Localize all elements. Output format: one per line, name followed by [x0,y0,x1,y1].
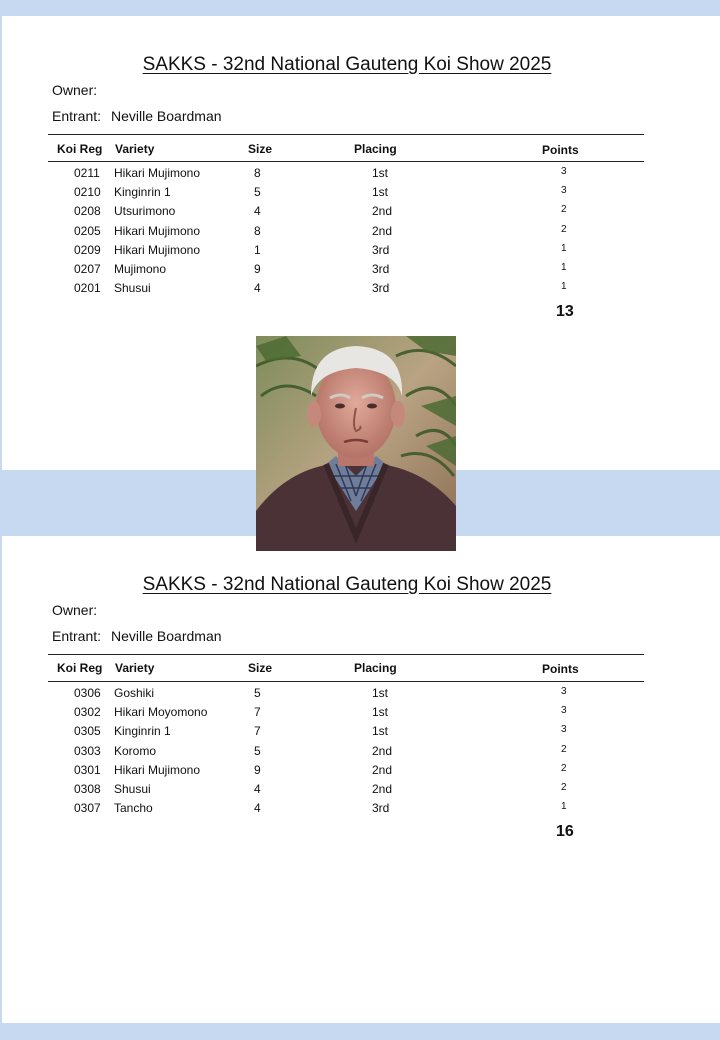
table-row [2,281,720,300]
variety-cell: Kinginrin 1 [114,185,171,200]
size-cell: 4 [254,281,261,296]
points-cell: 2 [561,204,567,216]
variety-cell: Hikari Mujimono [114,762,201,777]
owner-label: Owner: [52,82,98,98]
variety-cell: Shusui [114,281,151,296]
header-rule [48,681,644,682]
placing-cell: 1st [372,705,389,720]
size-cell: 1 [254,242,261,257]
header-size: Size [248,142,273,156]
entrant-name: Neville Boardman [111,108,222,124]
size-cell: 4 [254,801,261,816]
table-row [2,243,720,262]
points-cell: 3 [561,686,567,697]
header-size: Size [248,661,273,675]
koi-reg-cell: 0303 [74,743,101,758]
table-row [2,224,720,243]
table-row [2,705,720,724]
points-cell: 1 [561,242,567,254]
table-row [2,204,720,223]
variety-cell: Hikari Mujimono [114,223,201,238]
variety-cell: Hikari Moyomono [114,705,208,720]
table-top-rule [48,654,644,655]
placing-cell: 3rd [372,262,390,276]
variety-cell: Hikari Mujimono [114,166,201,180]
header-variety: Variety [115,661,155,675]
koi-reg-cell: 0305 [74,724,101,739]
header-koi-reg: Koi Reg [57,661,103,675]
koi-reg-cell: 0207 [74,262,101,276]
header-placing: Placing [354,661,397,675]
koi-reg-cell: 0306 [74,686,101,700]
points-cell: 3 [561,705,567,717]
koi-reg-cell: 0308 [74,782,101,796]
variety-cell: Shusui [114,782,151,796]
size-cell: 5 [254,743,261,758]
header-points: Points [542,143,579,157]
variety-cell: Tancho [114,801,153,816]
size-cell: 4 [254,204,261,219]
entrant-label: Entrant: [52,628,102,644]
koi-reg-cell: 0205 [74,223,101,238]
table-row [2,686,720,705]
table-row [2,185,720,204]
placing-cell: 2nd [372,782,393,796]
header-variety: Variety [115,142,155,156]
table-top-rule [48,134,644,135]
owner-label: Owner: [52,602,98,618]
size-cell: 7 [254,724,261,739]
points-cell: 1 [561,801,567,813]
header-placing: Placing [354,142,397,156]
points-total: 16 [556,823,574,840]
placing-cell: 2nd [372,743,393,758]
size-cell: 8 [254,166,261,180]
placing-cell: 2nd [372,204,393,219]
size-cell: 9 [254,762,261,777]
header-koi-reg: Koi Reg [57,142,103,156]
variety-cell: Koromo [114,743,157,758]
placing-cell: 1st [372,185,389,200]
sheet-title: SAKKS - 32nd National Gauteng Koi Show 2025 [142,54,552,75]
points-cell: 3 [561,166,567,177]
header-rule [48,161,644,162]
placing-cell: 2nd [372,223,393,238]
koi-reg-cell: 0210 [74,185,101,200]
placing-cell: 2nd [372,762,393,777]
variety-cell: Hikari Mujimono [114,242,201,257]
koi-reg-cell: 0209 [74,242,101,257]
koi-reg-cell: 0301 [74,762,101,777]
placing-cell: 1st [372,166,389,180]
variety-cell: Mujimono [114,262,167,276]
entrant-label: Entrant: [52,108,102,124]
table-row [2,262,720,281]
size-cell: 9 [254,262,261,276]
koi-reg-cell: 0211 [74,166,100,180]
points-cell: 2 [561,223,567,235]
size-cell: 5 [254,686,261,700]
points-cell: 2 [561,782,567,793]
placing-cell: 3rd [372,801,390,816]
placing-cell: 3rd [372,242,390,257]
variety-cell: Utsurimono [114,204,176,219]
points-total: 13 [556,303,574,320]
points-cell: 2 [561,762,567,774]
entrant-name: Neville Boardman [111,628,222,644]
points-cell: 1 [561,281,567,293]
size-cell: 7 [254,705,261,720]
placing-cell: 1st [372,686,389,700]
points-cell: 3 [561,185,567,197]
variety-cell: Kinginrin 1 [114,724,171,739]
points-cell: 3 [561,724,567,736]
koi-reg-cell: 0201 [74,281,101,296]
koi-reg-cell: 0302 [74,705,101,720]
size-cell: 8 [254,223,261,238]
placing-cell: 3rd [372,281,390,296]
points-cell: 1 [561,262,567,273]
header-points: Points [542,662,579,676]
koi-reg-cell: 0307 [74,801,101,816]
points-cell: 2 [561,743,567,755]
table-row [2,763,720,782]
table-row [2,744,720,763]
size-cell: 4 [254,782,261,796]
placing-cell: 1st [372,724,389,739]
variety-cell: Goshiki [114,686,155,700]
size-cell: 5 [254,185,261,200]
entrant-line [52,628,222,644]
table-row [2,166,720,185]
table-row [2,801,720,820]
table-row [2,782,720,801]
table-row [2,724,720,743]
entrant-photo [256,336,456,551]
sheet-title: SAKKS - 32nd National Gauteng Koi Show 2025 [142,574,552,595]
results-sheet-2 [2,536,720,1023]
entrant-line [52,108,222,124]
koi-reg-cell: 0208 [74,204,101,219]
